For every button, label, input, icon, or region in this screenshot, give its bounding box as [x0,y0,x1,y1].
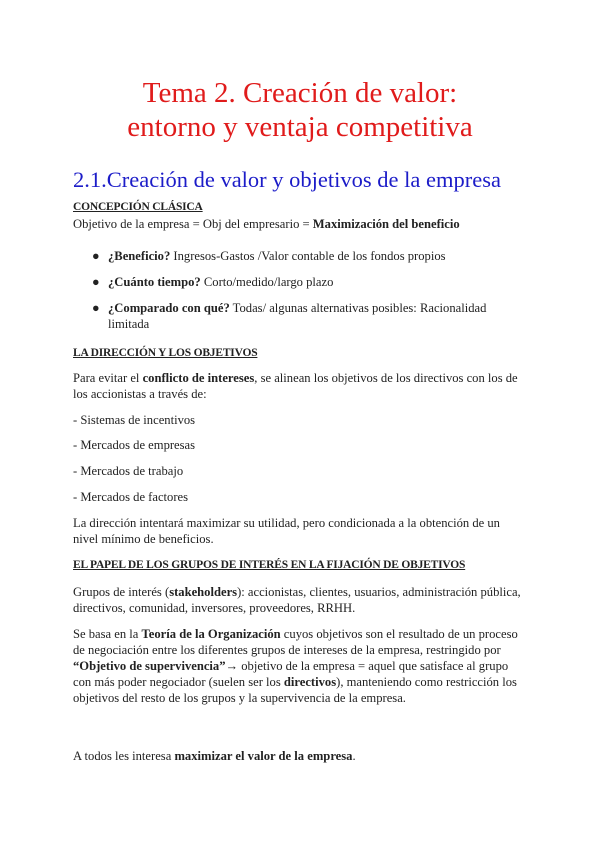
list-item: - Mercados de trabajo [73,464,184,478]
list-item: - Mercados de empresas [73,438,196,452]
list-item: - Mercados de factores [73,490,189,504]
paragraph-conflicto: Para evitar el conflicto de intereses, se alinean los objetivos de los directivos con los de los accionistas a través de: [73,371,518,401]
section-title-grupos: EL PAPEL DE LOS GRUPOS DE INTERÉS EN LA FIJACIÓN DE OBJETIVOS [73,559,466,571]
paragraph-conclusion: A todos les interesa maximizar el valor de la empresa. [73,749,356,763]
section-title-direccion: LA DIRECCIÓN Y LOS OBJETIVOS [73,347,258,359]
paragraph-stakeholders: Grupos de interés (stakeholders): accionistas, clientes, usuarios, administración pública, directivos, comunidad, inversores, proveedores, RRHH. [73,585,521,615]
paragraph-direccion: La dirección intentará maximizar su utilidad, pero condicionada a la obtención de un nivel mínimo de beneficios. [73,516,500,546]
bullet-item: ¿Cuánto tiempo? Corto/medido/largo plazo [108,275,334,289]
bullet-item: ¿Comparado con qué? Todas/ algunas alternativas posibles: Racionalidad limitada [108,301,487,331]
list-item: - Sistemas de incentivos [73,413,196,427]
bullet-item: ¿Beneficio? Ingresos-Gastos /Valor contable de los fondos propios [108,249,446,263]
section-title-concepcion: CONCEPCIÓN CLÁSICA [73,201,203,213]
paragraph-teoria: Se basa en la Teoría de la Organización cuyos objetivos son el resultado de un proceso de negociación entre los diferentes grupos de intereses de la empresa, restringido por “Objetivo de supervivencia”→ objetivo de la empresa = aquel que satisface al grupo con más poder negociador (suelen ser los directivos), manteniendo como restricción los objetivos del resto de los grupos y la supervivencia de la empresa. [73,627,518,705]
section-heading: 2.1.Creación de valor y objetivos de la empresa [73,167,501,192]
page-title [0,76,600,144]
title-line-2: entorno y ventaja competitiva [127,111,473,143]
bullet-icon: ● [92,249,100,263]
bullet-icon: ● [92,275,100,289]
bullet-icon: ● [92,301,100,315]
title-line-1: Tema 2. Creación de valor: [142,77,458,109]
objective-line: Objetivo de la empresa = Obj del empresario = Maximización del beneficio [73,217,460,231]
